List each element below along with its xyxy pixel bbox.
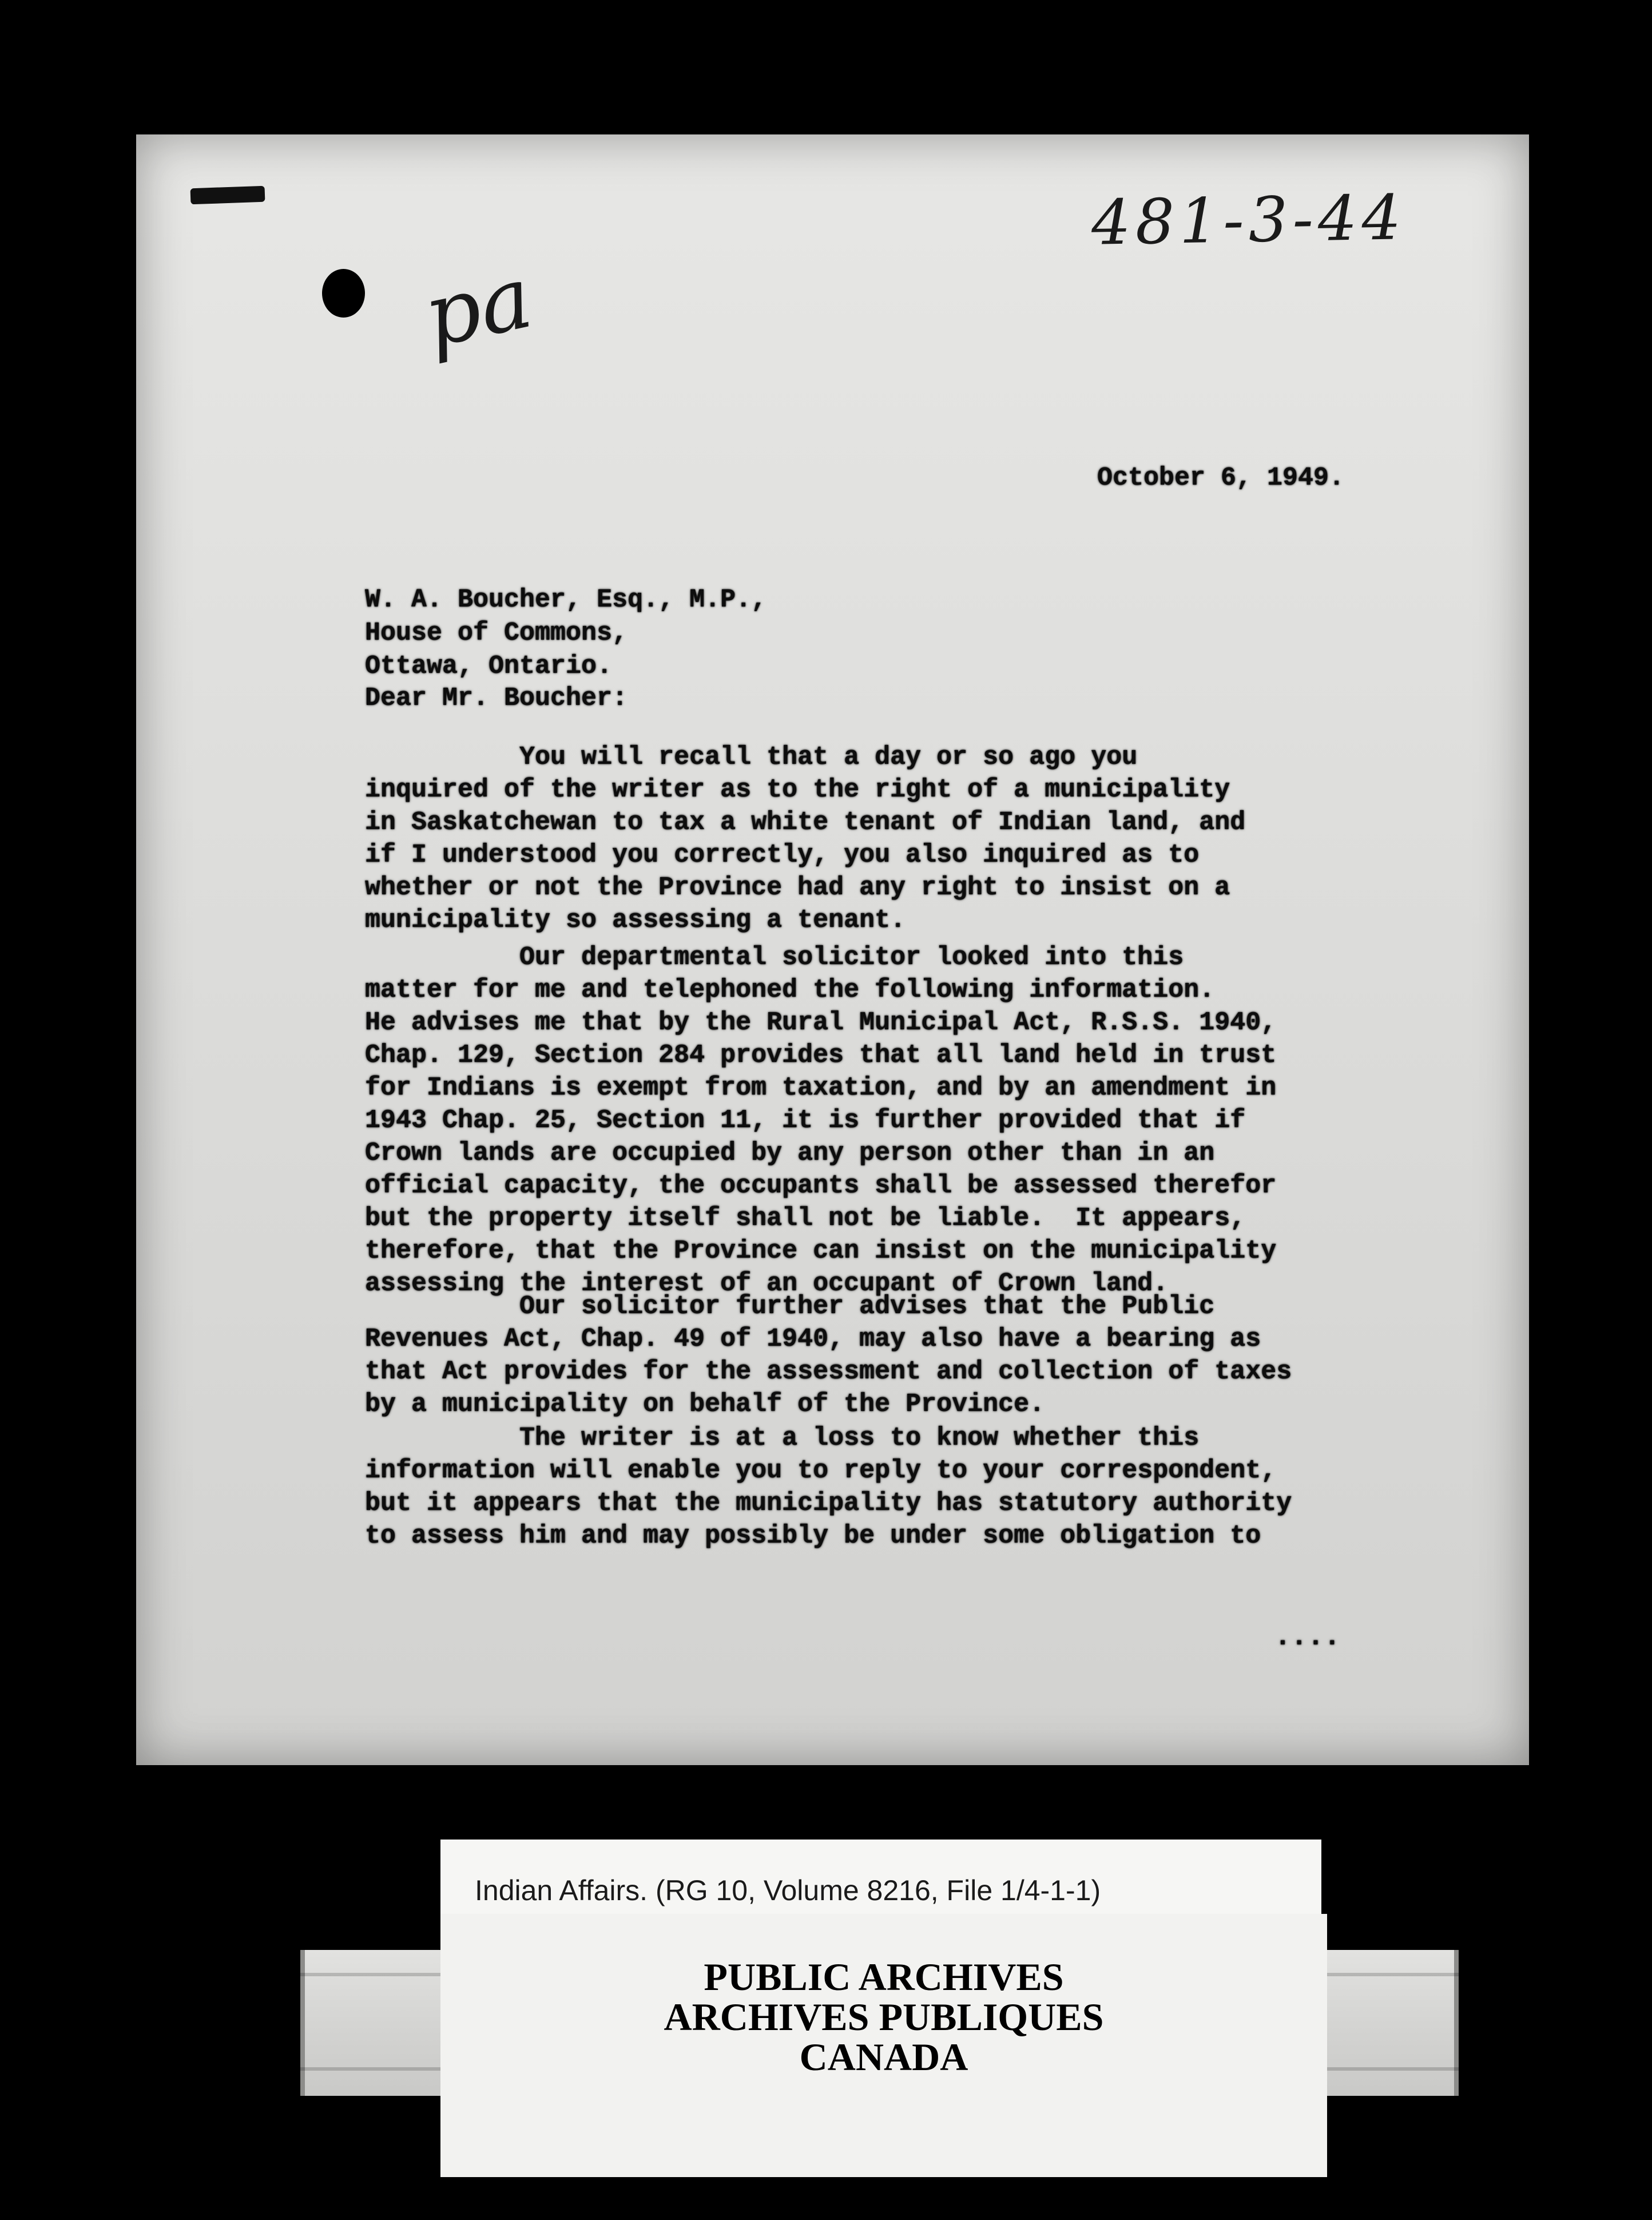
salutation: Dear Mr. Boucher: [365,684,628,713]
body-paragraph-3: Our solicitor further advises that the Public Revenues Act, Chap. 49 of 1940, may also have a bearing as that Act provides for the assessment and collection of taxes by a municipality on behalf of the Province. [365,1292,1292,1419]
body-paragraph-2: Our departmental solicitor looked into this matter for me and telephoned the following information. He advises me that by the Rural Municipal Act, R.S.S. 1940, Chap. 129, Section 284 provides that all land held in trust for Indians is exempt from taxation, and by an amendment in 1943 Chap. 25, Section 11, it is further provided that if Crown lands are occupied by any person other than in an official capacity, the occupants shall be assessed therefor but the property itself shall not be liable. It appears, therefore, that the Province can insist on the municipality assessing the interest of an occupant of Crown land. [365,943,1277,1298]
band-edge-right [1454,1950,1459,2096]
address-line: W. A. Boucher, Esq., M.P., [365,585,767,615]
letter-date: October 6, 1949. [1097,463,1345,493]
letter-page [136,134,1529,1765]
stamp-line-1: PUBLIC ARCHIVES [704,1955,1064,1999]
punch-hole [322,269,365,318]
stamp-line-2: ARCHIVES PUBLIQUES [664,1995,1104,2039]
archives-stamp [440,1914,1327,2177]
staple-mark [190,186,265,205]
band-edge-left [300,1950,305,2096]
body-paragraph-1: You will recall that a day or so ago you inquired of the writer as to the right of a municipality in Saskatchewan to tax a white tenant of Indian land, and if I understood you correctly, you also inquired as to whether or not the Province had any right to insist on a municipality so assessing a tenant. [365,743,1246,935]
recipient-address [365,584,767,683]
body-paragraph-4: The writer is at a loss to know whether this information will enable you to reply to your correspondent, but it appears that the municipality has statutory authority to assess him and may possibly be under some obligation to [365,1424,1292,1551]
address-line: Ottawa, Ontario. [365,652,613,681]
handwritten-file-number: 481-3-44 [1090,182,1407,259]
address-line: House of Commons, [365,619,628,648]
stamp-line-3: CANADA [799,2035,968,2079]
archive-reference-text: Indian Affairs. (RG 10, Volume 8216, File 1/4-1-1) [475,1874,1101,1906]
handwritten-initials: pa [415,247,541,367]
continuation-mark: .... [1274,1622,1341,1653]
